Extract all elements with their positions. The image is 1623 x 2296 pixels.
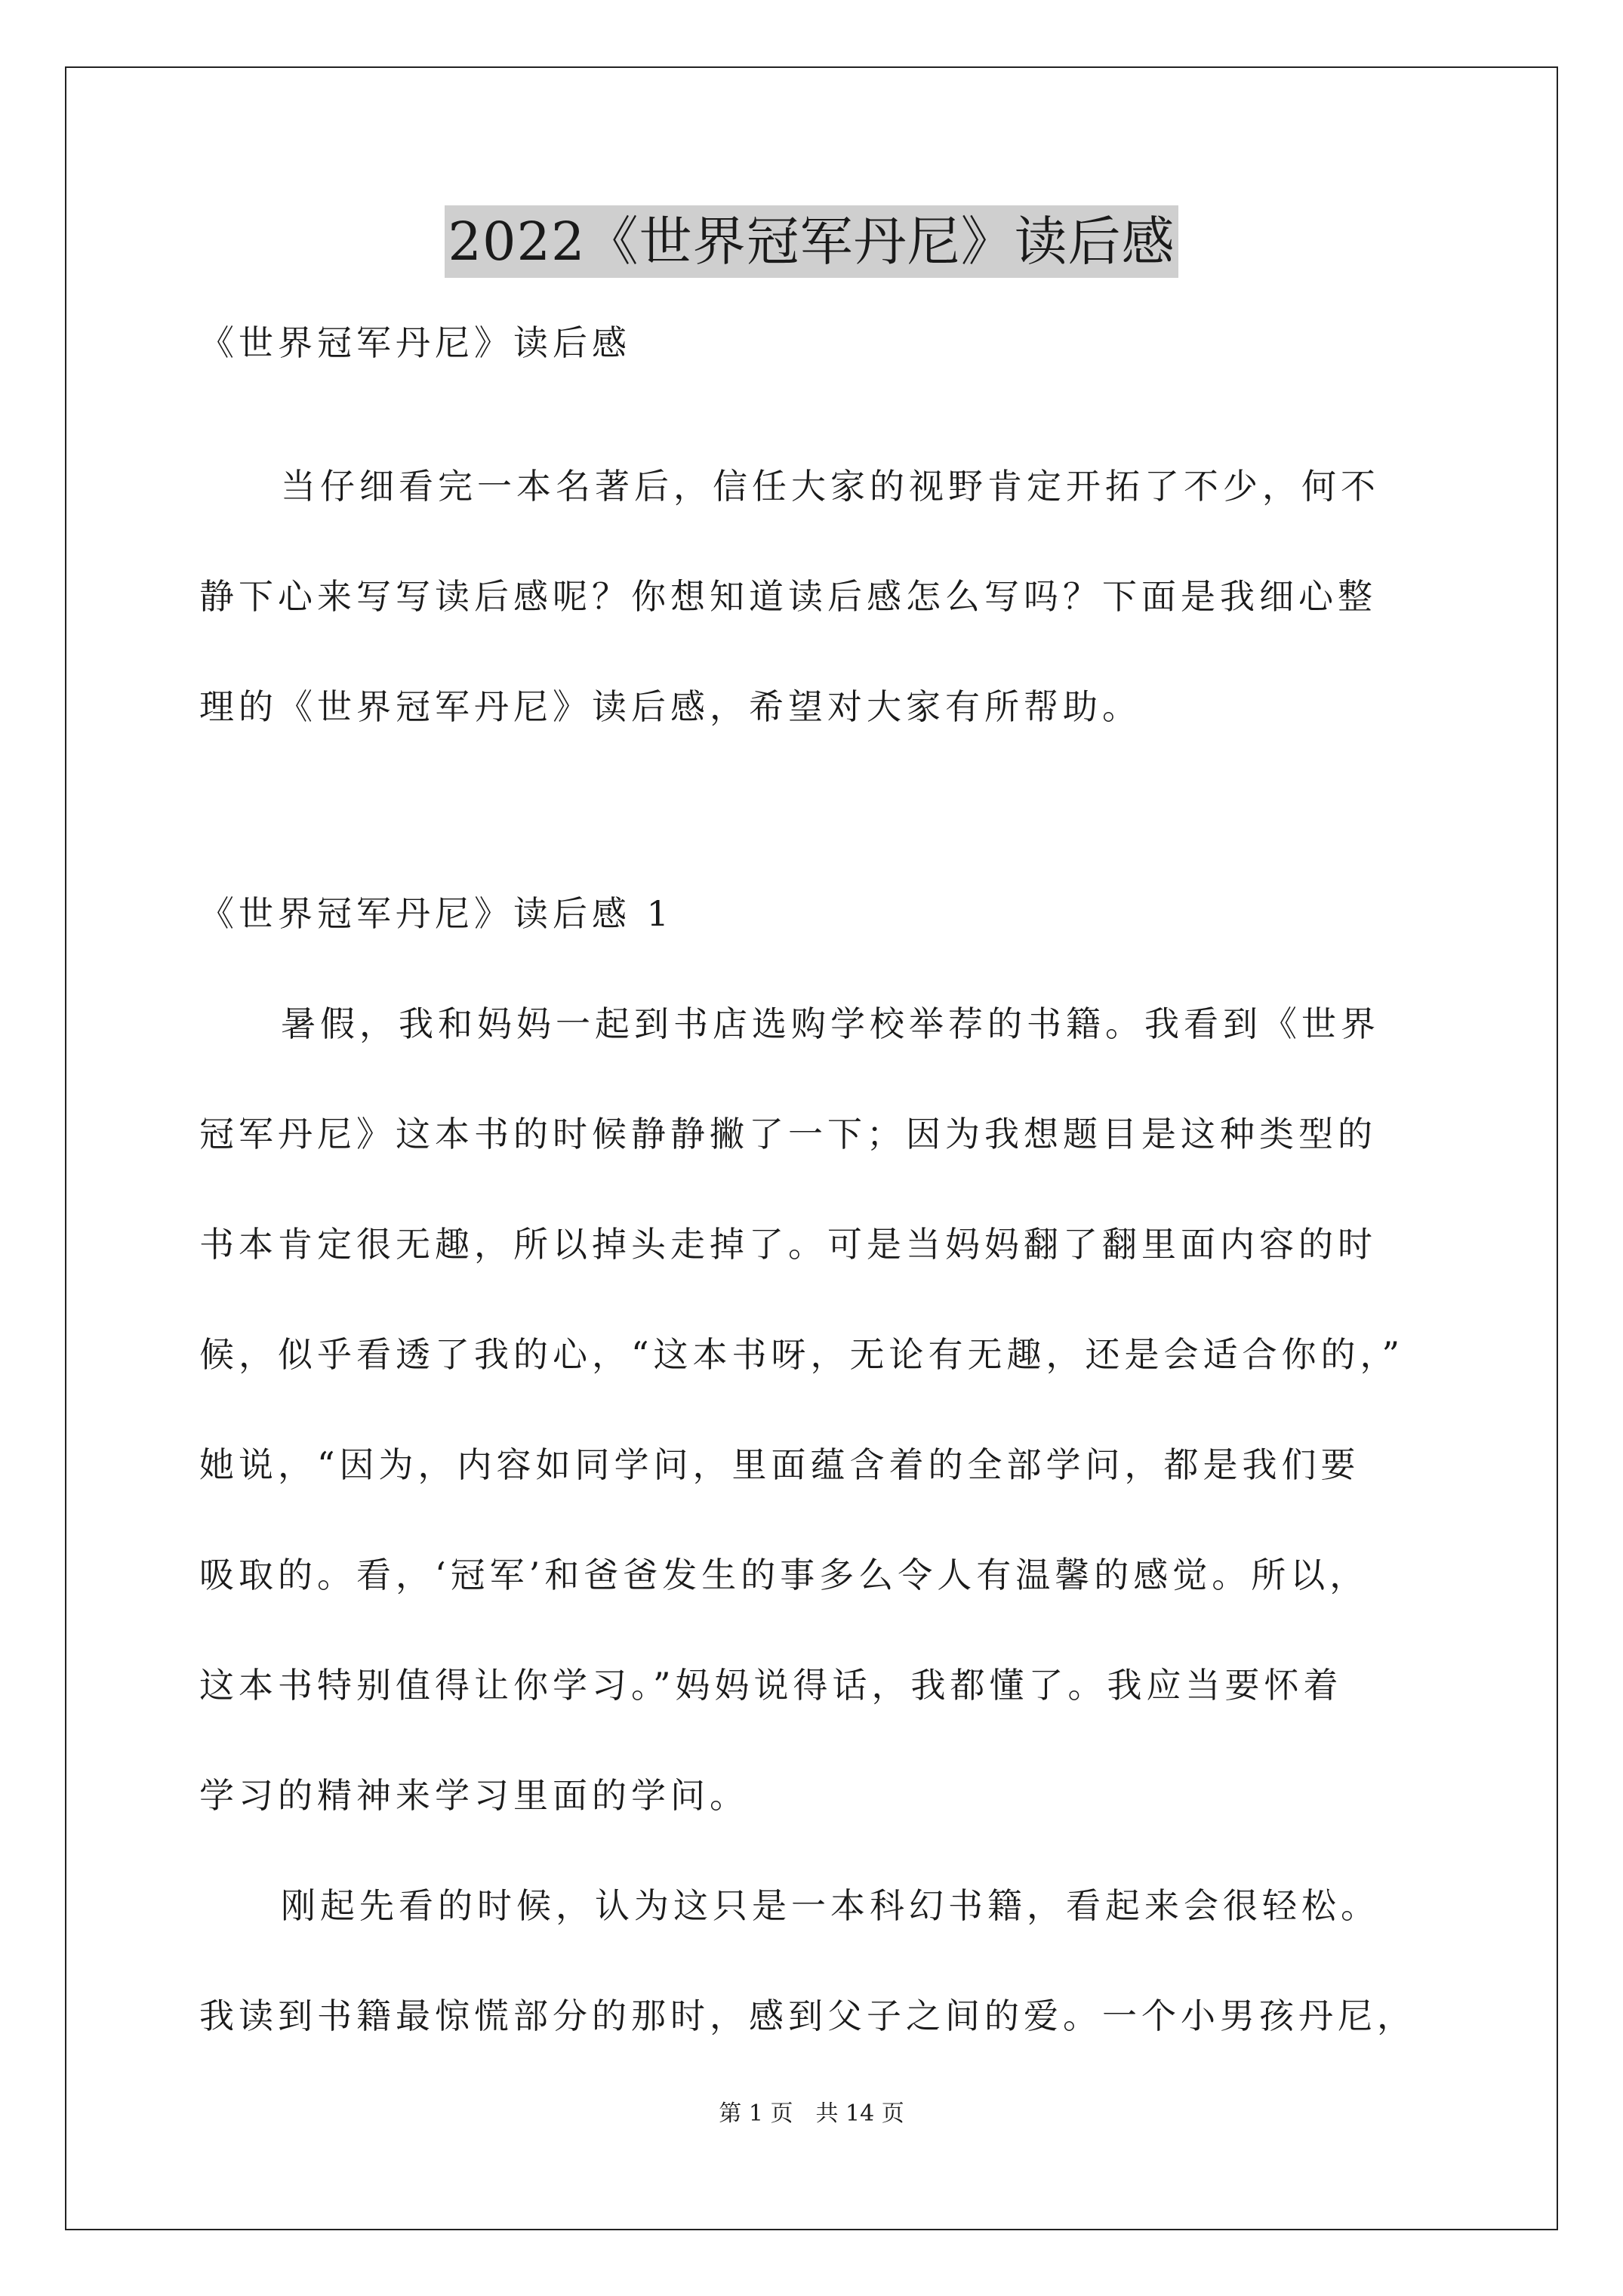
- page-footer: 第 1 页 共 14 页: [719, 2100, 904, 2127]
- paragraph-line: 冠军丹尼》这本书的时候静静撇了一下；因为我想题目是这种类型的: [199, 1114, 1377, 1154]
- intro-line: 当仔细看完一本名著后，信任大家的视野肯定开拓了不少，何不: [281, 466, 1380, 507]
- paragraph-line: 候，似乎看透了我的心，“这本书呀，无论有无趣，还是会适合你的，”: [199, 1334, 1405, 1375]
- intro-line: 静下心来写写读后感呢？你想知道读后感怎么写吗？下面是我细心整: [199, 576, 1377, 617]
- paragraph-line: 刚起先看的时候，认为这只是一本科幻书籍，看起来会很轻松。: [281, 1885, 1380, 1926]
- title-container: [0, 205, 1623, 278]
- paragraph-line: 书本肯定很无趣，所以掉头走掉了。可是当妈妈翻了翻里面内容的时: [199, 1224, 1377, 1265]
- paragraph-line: 这本书特别值得让你学习。”妈妈说得话，我都懂了。我应当要怀着: [199, 1665, 1343, 1706]
- document-title: 2022《世界冠军丹尼》读后感: [445, 205, 1178, 278]
- subtitle: 《世界冠军丹尼》读后感: [199, 322, 631, 363]
- section-heading: 《世界冠军丹尼》读后感 1: [199, 893, 673, 934]
- paragraph-line: 学习的精神来学习里面的学问。: [199, 1775, 749, 1816]
- intro-line: 理的《世界冠军丹尼》读后感，希望对大家有所帮助。: [199, 686, 1141, 727]
- paragraph-line: 我读到书籍最惊慌部分的那时，感到父子之间的爱。一个小男孩丹尼，: [199, 1996, 1416, 2036]
- paragraph-line: 暑假，我和妈妈一起到书店选购学校举荐的书籍。我看到《世界: [281, 1003, 1380, 1044]
- paragraph-line: 吸取的。看，‘冠军’和爸爸发生的事多么令人有温馨的感觉。所以，: [199, 1555, 1369, 1595]
- paragraph-line: 她说，“因为，内容如同学问，里面蕴含着的全部学问，都是我们要: [199, 1444, 1360, 1485]
